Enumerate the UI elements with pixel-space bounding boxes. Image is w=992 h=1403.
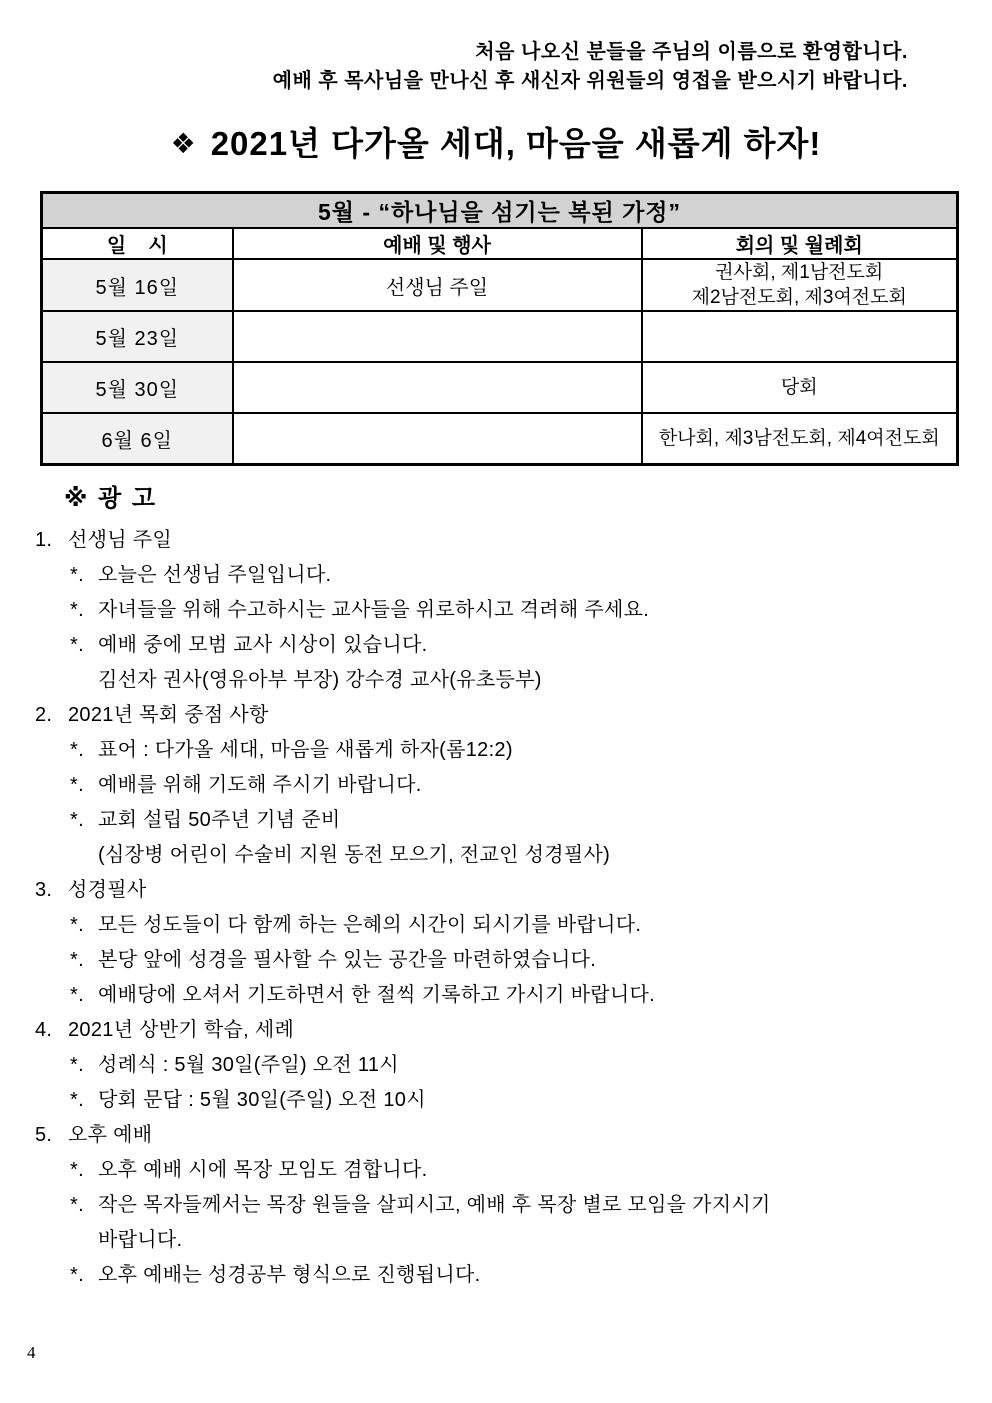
table-header-row [42,228,958,259]
welcome-note [0,0,992,96]
meeting-line: 권사회, 제1남전도회 [715,262,884,283]
asterisk-marker: *. [70,773,84,796]
announcement-item [35,698,992,733]
event-cell [233,311,642,362]
asterisk-marker: *. [70,1088,84,1111]
item-title: 선생님 주일 [68,528,172,551]
announcement-subitem [35,628,992,663]
subitem-text: 바랍니다. [98,1228,183,1251]
announcement-item [35,523,992,558]
meeting-cell: 한나회, 제3남전도회, 제4여전도회 [642,413,958,464]
column-header-event: 예배 및 행사 [233,228,642,259]
subitem-text: 오후 예배 시에 목장 모임도 겸합니다. [98,1158,428,1181]
asterisk-marker: *. [70,1263,84,1286]
subitem-text: 오후 예배는 성경공부 형식으로 진행됩니다. [98,1263,481,1286]
table-row [42,259,958,311]
subitem-text: 모든 성도들이 다 함께 하는 은혜의 시간이 되시기를 바랍니다. [98,913,642,936]
table-row [42,413,958,464]
subitem-text: 자녀들을 위해 수고하시는 교사들을 위로하시고 격려해 주세요. [98,598,650,621]
asterisk-marker: *. [70,1193,84,1216]
item-number: 4. [35,1018,53,1041]
subitem-text: 당회 문답 : 5월 30일(주일) 오전 10시 [98,1088,426,1111]
table-title-row [42,193,958,229]
event-cell [233,413,642,464]
announcement-subitem [35,1188,992,1223]
subitem-text: 예배를 위해 기도해 주시기 바랍니다. [98,773,422,796]
subitem-text: 작은 목자들께서는 목장 원들을 살피시고, 예배 후 목장 별로 모임을 가지시기 [98,1193,771,1216]
column-header-meeting: 회의 및 월례회 [642,228,958,259]
announcement-subitem [35,733,992,768]
date-cell: 6월 6일 [42,413,233,464]
table-row [42,362,958,413]
subitem-text: 교회 설립 50주년 기념 준비 [98,808,341,831]
asterisk-marker: *. [70,948,84,971]
asterisk-marker: *. [70,738,84,761]
subitem-text: 성례식 : 5월 30일(주일) 오전 11시 [98,1053,399,1076]
asterisk-marker: *. [70,913,84,936]
announcement-subitem [35,1083,992,1118]
asterisk-marker: *. [70,1158,84,1181]
asterisk-marker: *. [70,983,84,1006]
announcement-continuation [35,1223,992,1258]
subitem-text: 예배 중에 모범 교사 시상이 있습니다. [98,633,428,656]
announcement-subitem [35,558,992,593]
announcement-subitem [35,943,992,978]
subitem-text: (심장병 어린이 수술비 지원 동전 모으기, 전교인 성경필사) [98,843,611,866]
item-title: 2021년 목회 중점 사항 [68,703,269,726]
page-number: 4 [27,1343,36,1362]
page-title-text: 2021년 다가올 세대, 마음을 새롭게 하자! [210,125,822,162]
event-cell [233,362,642,413]
announcement-subitem [35,978,992,1013]
item-title: 2021년 상반기 학습, 세례 [68,1018,295,1041]
announcement-subitem [35,593,992,628]
subitem-text: 표어 : 다가올 세대, 마음을 새롭게 하자(롬12:2) [98,738,513,761]
meeting-cell [642,311,958,362]
asterisk-marker: *. [70,563,84,586]
event-cell: 선생님 주일 [233,259,642,311]
schedule-table [40,191,959,466]
announcement-subitem [35,768,992,803]
announcement-subitem [35,908,992,943]
announcement-item [35,873,992,908]
item-number: 3. [35,878,53,901]
subitem-text: 오늘은 선생님 주일입니다. [98,563,332,586]
page-title [0,118,992,165]
item-title: 오후 예배 [68,1123,153,1146]
welcome-line-1: 처음 나오신 분들을 주님의 이름으로 환영합니다. [475,41,908,63]
subitem-text: 김선자 권사(영유아부 부장) 강수경 교사(유초등부) [98,668,542,691]
date-cell: 5월 30일 [42,362,233,413]
diamond-marker-icon: ❖ [170,128,197,159]
item-title: 성경필사 [68,878,147,901]
announcement-continuation [35,663,992,698]
announcement-item [35,1013,992,1048]
meeting-line: 제2남전도회, 제3여전도회 [691,287,907,308]
announcement-subitem [35,803,992,838]
announcements-list [0,523,992,1293]
asterisk-marker: *. [70,633,84,656]
welcome-line-2: 예배 후 목사님을 만나신 후 새신자 위원들의 영접을 받으시기 바랍니다. [272,70,908,92]
table-title: 5월 - “하나님을 섬기는 복된 가정” [42,193,958,229]
item-number: 5. [35,1123,53,1146]
table-row [42,311,958,362]
subitem-text: 본당 앞에 성경을 필사할 수 있는 공간을 마련하였습니다. [98,948,597,971]
column-header-date: 일 시 [42,228,233,259]
meeting-cell: 당회 [642,362,958,413]
asterisk-marker: *. [70,808,84,831]
date-cell: 5월 16일 [42,259,233,311]
announcement-item [35,1118,992,1153]
asterisk-marker: *. [70,1053,84,1076]
announcements-heading: ※ 광 고 [64,484,158,512]
announcement-subitem [35,1258,992,1293]
meeting-cell [642,259,958,311]
announcement-continuation [35,838,992,873]
item-number: 2. [35,703,53,726]
asterisk-marker: *. [70,598,84,621]
item-number: 1. [35,528,53,551]
announcement-subitem [35,1048,992,1083]
subitem-text: 예배당에 오셔서 기도하면서 한 절씩 기록하고 가시기 바랍니다. [98,983,655,1006]
date-cell: 5월 23일 [42,311,233,362]
announcement-subitem [35,1153,992,1188]
